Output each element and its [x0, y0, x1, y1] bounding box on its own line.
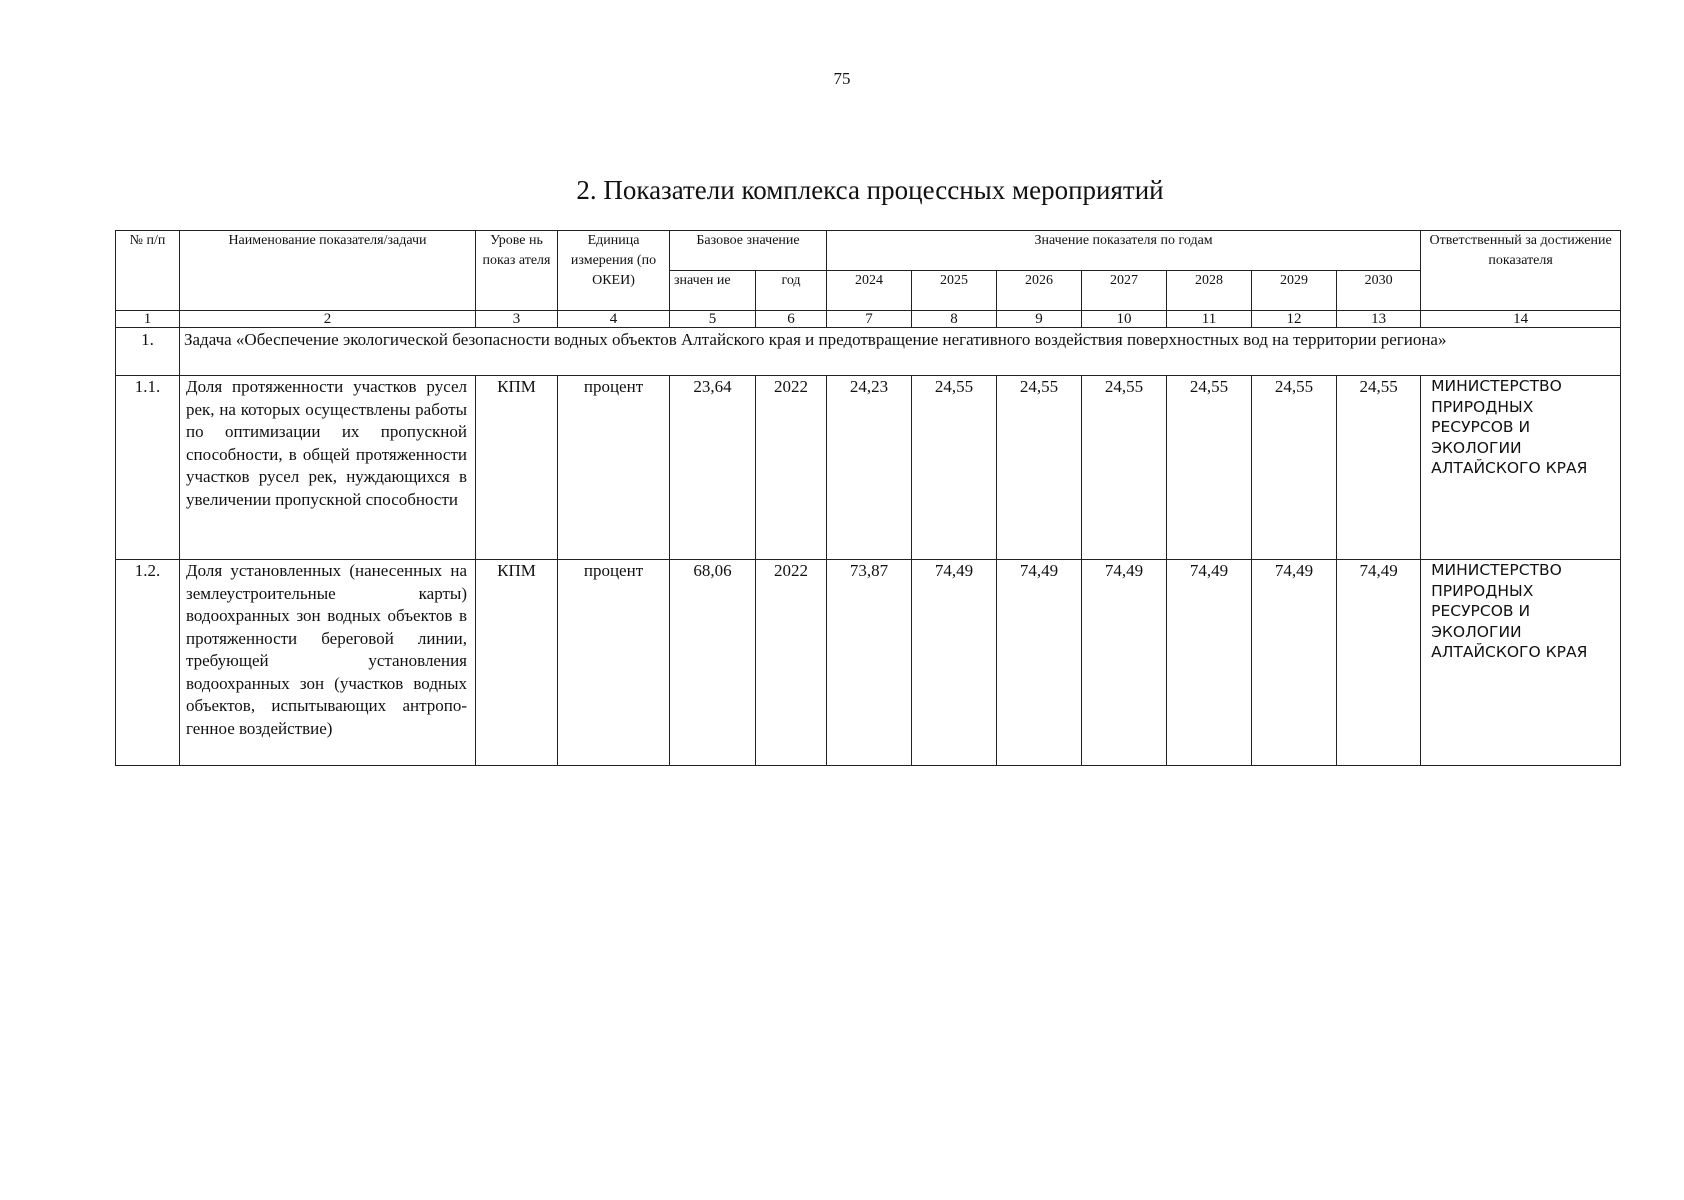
header-num: № п/п	[116, 231, 180, 311]
year-value: 74,49	[1167, 560, 1252, 766]
responsible-authority: МИНИСТЕРСТВО ПРИРОДНЫХ РЕСУРСОВ И ЭКОЛОГИИ АЛТАЙСКОГО КРАЯ	[1421, 376, 1621, 560]
column-number: 2	[180, 311, 476, 328]
year-value: 74,49	[912, 560, 997, 766]
task-number: 1.	[116, 328, 180, 376]
column-number: 5	[670, 311, 756, 328]
indicator-unit: процент	[558, 560, 670, 766]
header-year: 2026	[997, 271, 1082, 311]
header-level: Урове нь показ ателя	[476, 231, 558, 311]
year-value: 24,55	[912, 376, 997, 560]
indicators-table	[115, 230, 1621, 766]
task-text: Задача «Обеспечение экологической безопасности водных объектов Алтайского края и предотвращение негативного воздействия поверхностных вод на территории региона»	[180, 328, 1621, 376]
base-value: 68,06	[670, 560, 756, 766]
base-year: 2022	[756, 376, 827, 560]
header-responsible: Ответственный за достижение показателя	[1421, 231, 1621, 311]
indicator-unit: процент	[558, 376, 670, 560]
header-year: 2027	[1082, 271, 1167, 311]
header-year: 2028	[1167, 271, 1252, 311]
year-value: 24,55	[1167, 376, 1252, 560]
column-number: 8	[912, 311, 997, 328]
year-value: 24,55	[1337, 376, 1421, 560]
year-value: 24,55	[1082, 376, 1167, 560]
column-number: 12	[1252, 311, 1337, 328]
column-number: 11	[1167, 311, 1252, 328]
responsible-authority: МИНИСТЕРСТВО ПРИРОДНЫХ РЕСУРСОВ И ЭКОЛОГИИ АЛТАЙСКОГО КРАЯ	[1421, 560, 1621, 766]
row-number: 1.2.	[116, 560, 180, 766]
year-value: 24,55	[1252, 376, 1337, 560]
year-value: 24,23	[827, 376, 912, 560]
column-number: 3	[476, 311, 558, 328]
indicator-level: КПМ	[476, 376, 558, 560]
column-number: 7	[827, 311, 912, 328]
year-value: 74,49	[1337, 560, 1421, 766]
column-number: 6	[756, 311, 827, 328]
header-year: 2030	[1337, 271, 1421, 311]
header-year: 2025	[912, 271, 997, 311]
column-number: 10	[1082, 311, 1167, 328]
column-number: 4	[558, 311, 670, 328]
year-value: 74,49	[1252, 560, 1337, 766]
header-year: 2029	[1252, 271, 1337, 311]
page-number: 75	[833, 69, 851, 88]
column-number: 13	[1337, 311, 1421, 328]
header-years-group: Значение показателя по годам	[827, 231, 1421, 271]
header-unit: Единица измерения (по ОКЕИ)	[558, 231, 670, 311]
column-number: 9	[997, 311, 1082, 328]
column-number: 14	[1421, 311, 1621, 328]
row-number: 1.1.	[116, 376, 180, 560]
header-base-group: Базовое значение	[670, 231, 827, 271]
year-value: 73,87	[827, 560, 912, 766]
indicator-name: Доля протяженности участков русел рек, на которых осуществлены работы по оптимизации их пропускной способности, в общей протяженности участков русел рек, нуждающихся в увеличении пропускной способности	[180, 376, 476, 560]
indicator-name: Доля установленных (нанесенных на землеустроительные карты) водоохранных зон водных объектов в протяженности береговой линии, требующей установления водоохранных зон (участков водных объектов, испытывающих антропогенное воздействие)	[180, 560, 476, 766]
year-value: 24,55	[997, 376, 1082, 560]
header-name: Наименование показателя/задачи	[180, 231, 476, 311]
header-year: 2024	[827, 271, 912, 311]
header-base-year: год	[756, 271, 827, 311]
page-title: 2. Показатели комплекса процессных мероприятий	[576, 175, 1164, 205]
indicator-level: КПМ	[476, 560, 558, 766]
year-value: 74,49	[997, 560, 1082, 766]
base-value: 23,64	[670, 376, 756, 560]
header-base-value: значен ие	[670, 271, 756, 311]
column-number: 1	[116, 311, 180, 328]
base-year: 2022	[756, 560, 827, 766]
year-value: 74,49	[1082, 560, 1167, 766]
